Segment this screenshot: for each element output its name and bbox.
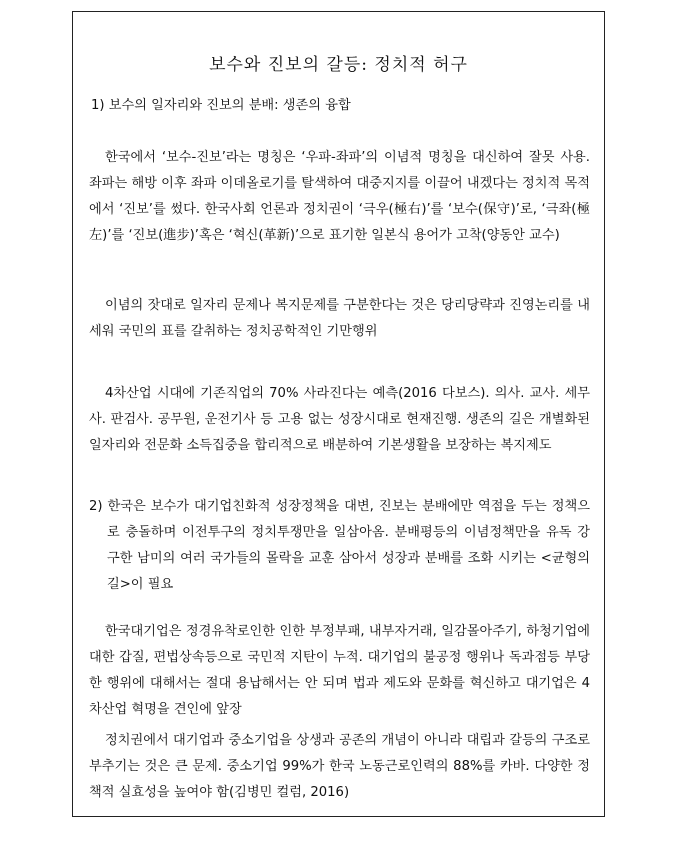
document-frame [72,11,605,817]
paragraph-1: 한국에서 ‘보수-진보’라는 명칭은 ‘우파-좌파’의 이념적 명칭을 대신하여 잘못 사용. 좌파는 해방 이후 좌파 이데올로기를 탈색하여 대중지지를 이끌어 내겠다는 정치적 목적에서 ‘진보’를 썼다. 한국사회 언론과 정치권이 ‘극우(極右)’를 ‘보수(保守)’로, ‘극좌(極左)’를 ‘진보(進步)’혹은 ‘혁신(革新)’으로 표기한 일본식 용어가 고착(양동안 교수) [89,150,590,243]
paragraph-3: 4차산업 시대에 기존직업의 70% 사라진다는 예측(2016 다보스). 의사. 교사. 세무사. 판검사. 공무원, 운전기사 등 고용 없는 성장시대로 현재진행. 생존의 길은 개별화된 일자리와 전문화 소득집중을 합리적으로 배분하여 기본생활을 보장하는 복지제도 [89,386,590,453]
paragraph-2: 이념의 잣대로 일자리 문제나 복지문제를 구분한다는 것은 당리당략과 진영논리를 내세워 국민의 표를 갈취하는 정치공학적인 기만행위 [89,298,590,339]
section-1-heading: 1) 보수의 일자리와 진보의 분배: 생존의 융합 [91,98,351,113]
section-2-item: 2) 한국은 보수가 대기업친화적 성장정책을 대변, 진보는 분배에만 역점을 두는 정책으로 충돌하며 이전투구의 정치투쟁만을 일삼아옴. 분배평등의 이념정책만을 유독 강구한 남미의 여러 국가들의 몰락을 교훈 삼아서 성장과 분배를 조화 시키는 <균형의 길>이 필요 [89,499,590,592]
paragraph-5: 정치권에서 대기업과 중소기업을 상생과 공존의 개념이 아니라 대립과 갈등의 구조로 부추기는 것은 큰 문제. 중소기업 99%가 한국 노동근로인력의 88%를 카바. 다양한 정책적 실효성을 높여야 함(김병민 컬럼, 2016) [89,733,590,800]
document-title: 보수와 진보의 갈등: 정치적 허구 [209,55,468,75]
paragraph-4: 한국대기업은 정경유착로인한 인한 부정부패, 내부자거래, 일감몰아주기, 하청기업에대한 갑질, 편법상속등으로 국민적 지탄이 누적. 대기업의 불공정 행위나 독과점등 부당한 행위에 대해서는 절대 용납해서는 안 되며 법과 제도와 문화를 혁신하고 대기업은 4차산업 혁명을 견인에 앞장 [89,624,590,717]
